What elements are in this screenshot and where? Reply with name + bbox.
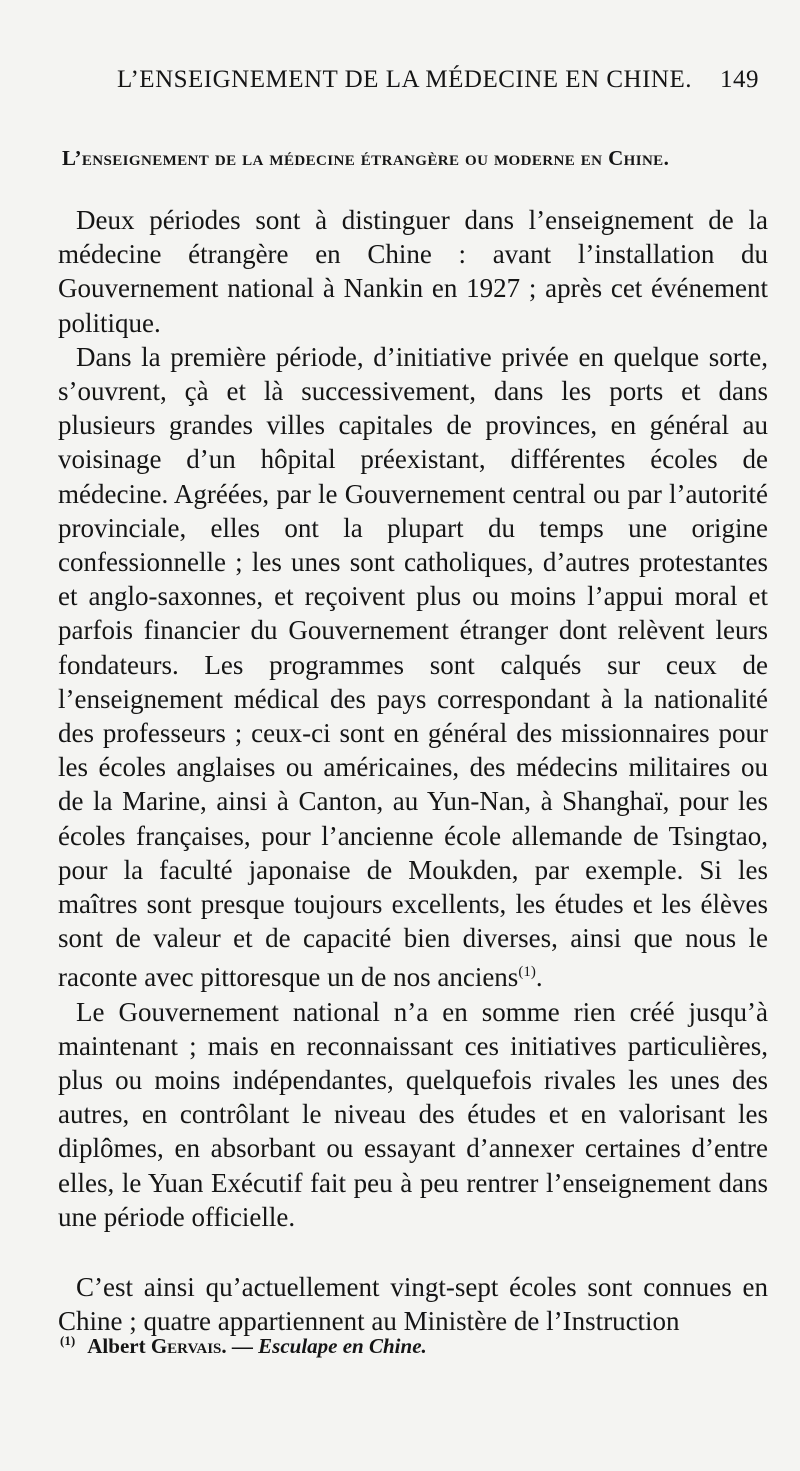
- running-header: [117, 66, 767, 94]
- section-title: L’enseignement de la médecine étrangère ou moderne en Chine.: [62, 146, 670, 170]
- running-title: L’ENSEIGNEMENT DE LA MÉDECINE EN CHINE.: [117, 66, 693, 93]
- footnote-reference: (1): [518, 964, 536, 981]
- page-number: 149: [720, 66, 759, 93]
- paragraph-3: Le Gouvernement national n’a en somme rien créé jusqu’à maintenant ; mais en reconnaissant ces initiatives particulières, plus ou moins indépendantes, quelquefois rivales les unes des autres, en contrôlant le niveau des études et en valorisant les diplômes, en absorbant ou essayant d’annexer certaines d’entre elles, le Yuan Exécutif fait peu à peu rentrer l’enseignement dans une période officielle.: [58, 996, 768, 1232]
- paragraph-1: Deux périodes sont à distinguer dans l’enseignement de la médecine étrangère en Chine : avant l’installation du Gouvernement national à Nankin en 1927 ; après cet événement politique.: [58, 205, 768, 338]
- footnote-dash: —: [231, 1334, 253, 1358]
- paragraph-4: C’est ainsi qu’actuellement vingt-sept écoles sont connues en Chine ; quatre appartiennent au Ministère de l’Instruction: [58, 1272, 768, 1337]
- paragraph-2: [58, 340, 768, 995]
- footnote: [60, 1333, 760, 1359]
- footnote-author-last: Gervais.: [150, 1334, 227, 1358]
- paragraph-2-text: Dans la première période, d’initiative privée en quelque sorte, s’ouvrent, çà et là successivement, dans les ports et dans plusieurs grandes villes capitales de provinces, en général au voisinage d’un hôpital préexistant, différentes écoles de médecine. Agréées, par le Gouvernement central ou par l’autorité provinciale, elles ont la plupart du temps une origine confessionnelle ; les unes sont catholiques, d’autres protestantes et anglo-saxonnes, et reçoivent plus ou moins l’appui moral et parfois financier du Gouvernement étranger dont relèvent leurs fondateurs. Les programmes sont calqués sur ceux de l’enseignement médical des pays correspondant à la nationalité des professeurs ; ceux-ci sont en général des missionnaires pour les écoles anglaises ou américaines, des médecins militaires ou de la Marine, ainsi à Canton, au Yun-Nan, à Shanghaï, pour les écoles françaises, pour l’ancienne école allemande de Tsingtao, pour la faculté japonaise de Moukden, par exemple. Si les maîtres sont presque toujours excellents, les études et les élèves sont de valeur et de capacité bien diverses, ainsi que nous le raconte avec pittoresque un de nos anciens: [58, 341, 768, 993]
- footnote-author-first: Albert: [87, 1334, 146, 1358]
- paragraph-2-end: .: [535, 962, 543, 993]
- footnote-marker: (1): [60, 1333, 76, 1348]
- body-text: [58, 203, 768, 1339]
- footnote-title: Esculape en Chine.: [258, 1334, 427, 1358]
